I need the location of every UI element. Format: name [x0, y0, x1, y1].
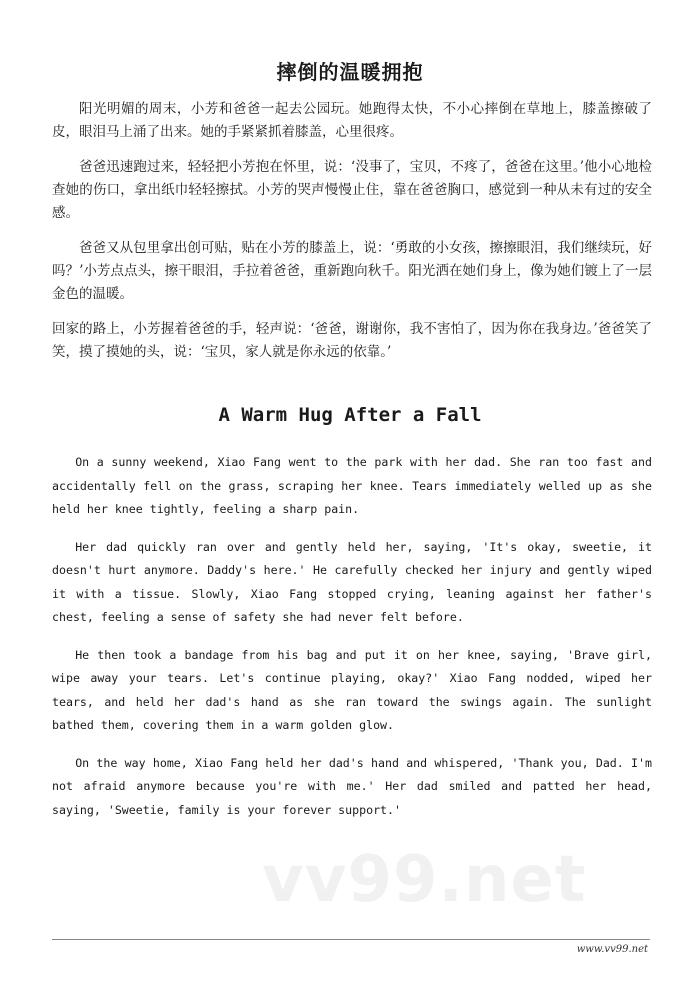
english-paragraph-1: On a sunny weekend, Xiao Fang went to the park with her dad. She ran too fast and accidentally fell on the grass, scraping her knee. Tears immediately welled up as she held her knee tightly, feeling a sharp pain. — [52, 455, 652, 516]
footer-url: www.vv99.net — [576, 944, 648, 955]
english-story — [52, 451, 652, 836]
english-paragraph-2: Her dad quickly ran over and gently held her, saying, 'It's okay, sweetie, it doesn't hurt anymore. Daddy's here.' He carefully checked her injury and gently wiped it with a tissue. Slowly, Xiao Fang stopped crying, leaning against her father's chest, feeling a sense of safety she had never felt before. — [52, 539, 652, 624]
chinese-paragraph-4: 回家的路上，小芳握着爸爸的手，轻声说：‘爸爸，谢谢你，我不害怕了，因为你在我身边。’爸爸笑了笑，摸了摸她的头，说：‘宝贝，家人就是你永远的依靠。’ — [52, 321, 652, 360]
english-paragraph-3: He then took a bandage from his bag and put it on her knee, saying, 'Brave girl, wipe away your tears. Let's continue playing, okay?' Xiao Fang nodded, wiped her tears, and held her dad's hand as she ran toward the swings again. The sunlight bathed them, covering them in a warm golden glow. — [52, 647, 652, 732]
chinese-paragraph-2: 爸爸迅速跑过来，轻轻把小芳抱在怀里，说：‘没事了，宝贝，不疼了，爸爸在这里。’他小心地检查她的伤口，拿出纸巾轻轻擦拭。小芳的哭声慢慢止住，靠在爸爸胸口，感觉到一种从未有过的安全感。 — [52, 159, 652, 221]
watermark: vv99.net — [262, 843, 587, 917]
english-paragraph-4: On the way home, Xiao Fang held her dad's hand and whispered, 'Thank you, Dad. I'm not afraid anymore because you're with me.' Her dad smiled and patted her head, saying, 'Sweetie, family is your forever support.' — [52, 755, 652, 817]
chinese-story — [52, 98, 652, 376]
footer-divider — [52, 939, 650, 940]
chinese-paragraph-1: 阳光明媚的周末，小芳和爸爸一起去公园玩。她跑得太快，不小心摔倒在草地上，膝盖擦破了皮，眼泪马上涌了出来。她的手紧紧抓着膝盖，心里很疼。 — [52, 101, 652, 140]
chinese-title: 摔倒的温暖拥抱 — [276, 60, 424, 84]
english-title: A Warm Hug After a Fall — [218, 404, 482, 426]
chinese-paragraph-3: 爸爸又从包里拿出创可贴，贴在小芳的膝盖上，说：‘勇敢的小女孩，擦擦眼泪，我们继续玩，好吗？’小芳点点头，擦干眼泪，手拉着爸爸，重新跑向秋千。阳光洒在她们身上，像为她们镀上了一层金色的温暖。 — [52, 240, 652, 302]
